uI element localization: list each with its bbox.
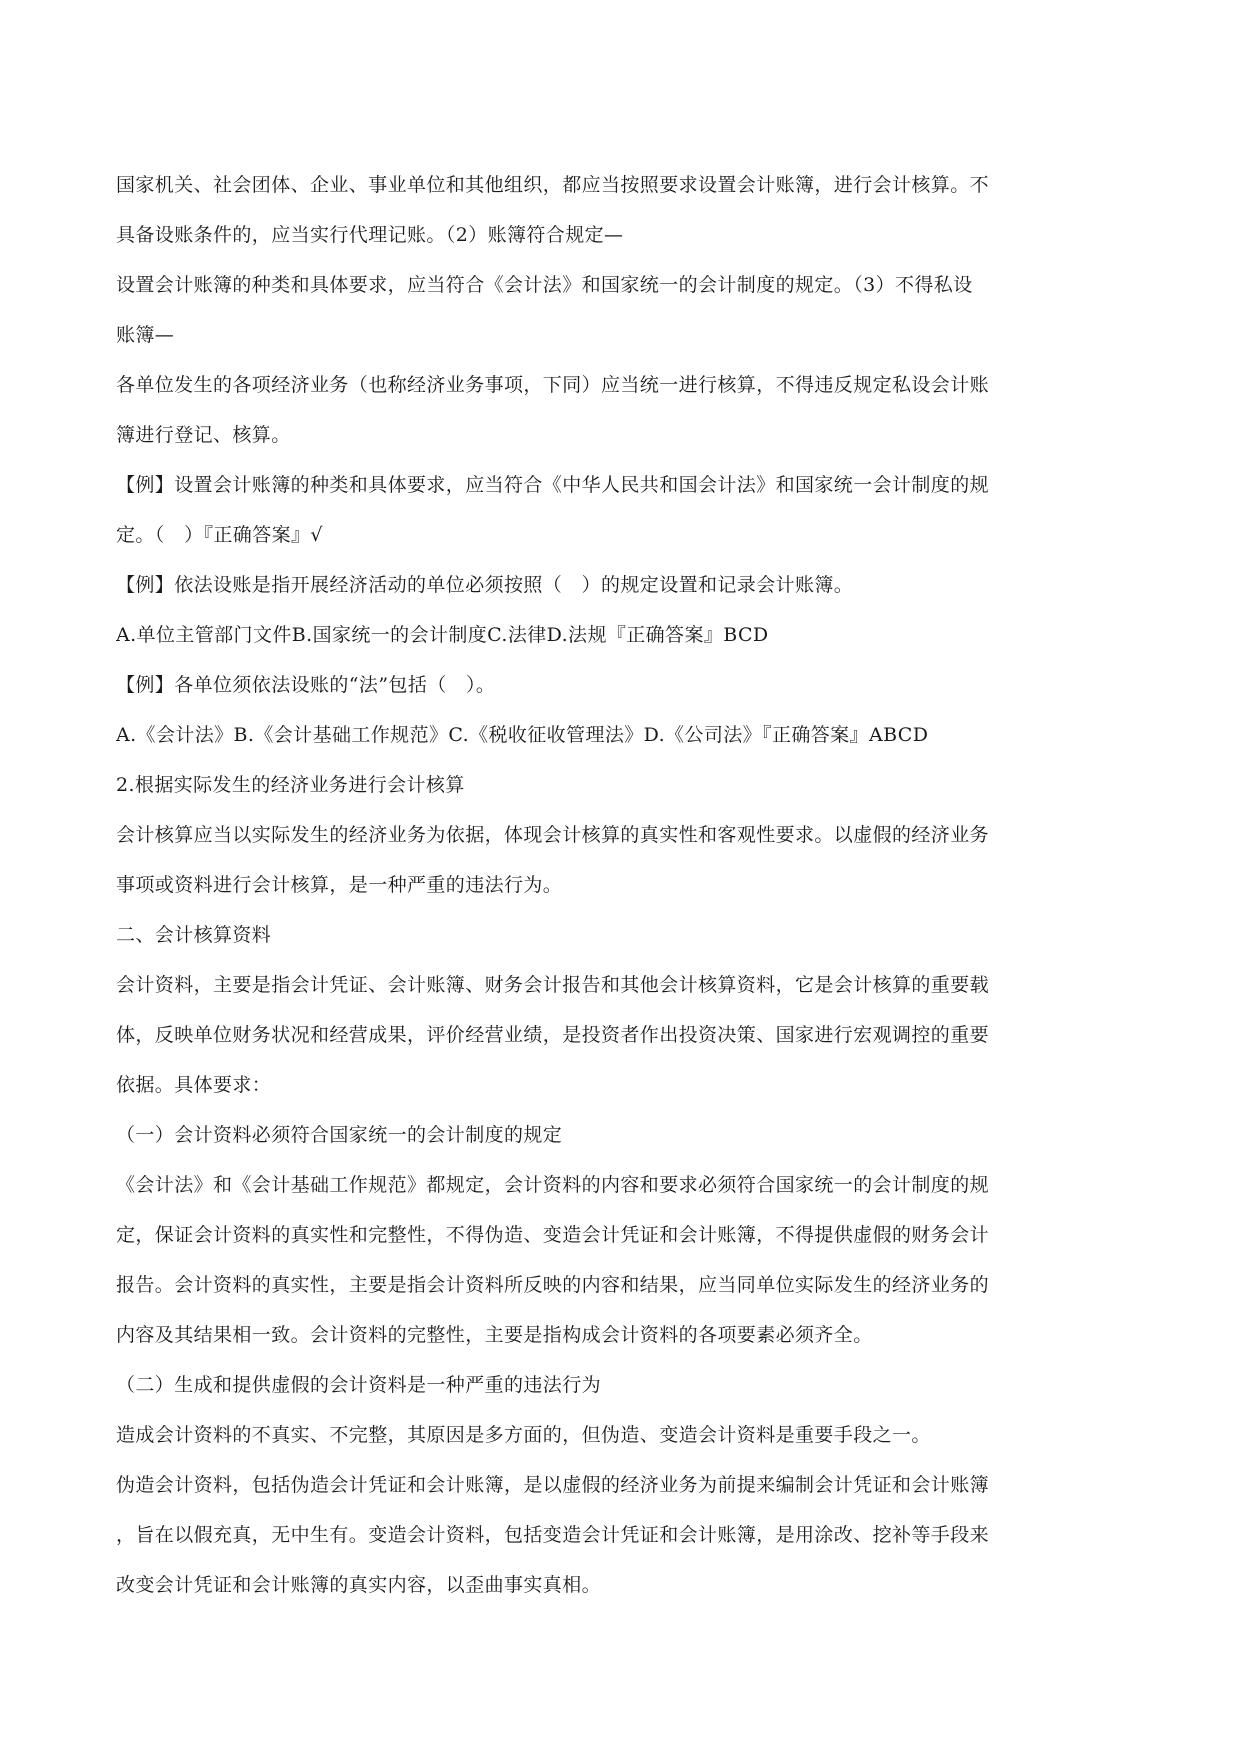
text-line: 事项或资料进行会计核算，是一种严重的违法行为。 bbox=[116, 874, 563, 896]
options-line: A.单位主管部门文件B.国家统一的会计制度C.法律D.法规『正确答案』BCD bbox=[116, 624, 769, 646]
text-line: 《会计法》和《会计基础工作规范》都规定，会计资料的内容和要求必须符合国家统一的会计制度的规 bbox=[116, 1174, 990, 1196]
text-line: 账簿— bbox=[116, 324, 175, 346]
example-line: 【例】依法设账是指开展经济活动的单位必须按照（ ）的规定设置和记录会计账簿。 bbox=[116, 574, 854, 596]
section-heading: 二、会计核算资料 bbox=[116, 924, 272, 946]
document-body bbox=[116, 160, 1102, 1610]
example-line: 【例】设置会计账簿的种类和具体要求，应当符合《中华人民共和国会计法》和国家统一会计制度的规 bbox=[116, 474, 990, 496]
example-line: 【例】各单位须依法设账的“法”包括（ ）。 bbox=[116, 674, 496, 696]
text-line: 设置会计账簿的种类和具体要求，应当符合《会计法》和国家统一的会计制度的规定。（3）不得私设 bbox=[116, 274, 973, 296]
text-line: 会计核算应当以实际发生的经济业务为依据，体现会计核算的真实性和客观性要求。以虚假的经济业务 bbox=[116, 824, 990, 846]
text-line: 各单位发生的各项经济业务（也称经济业务事项，下同）应当统一进行核算，不得违反规定私设会计账 bbox=[116, 374, 990, 396]
text-line: 内容及其结果相一致。会计资料的完整性，主要是指构成会计资料的各项要素必须齐全。 bbox=[116, 1324, 873, 1346]
text-line: 报告。会计资料的真实性，主要是指会计资料所反映的内容和结果，应当同单位实际发生的经济业务的 bbox=[116, 1274, 990, 1296]
subsection-heading: （二）生成和提供虚假的会计资料是一种严重的违法行为 bbox=[116, 1374, 602, 1396]
text-line: 具备设账条件的，应当实行代理记账。（2）账簿符合规定— bbox=[116, 224, 624, 246]
text-line: 伪造会计资料，包括伪造会计凭证和会计账簿，是以虚假的经济业务为前提来编制会计凭证和会计账簿 bbox=[116, 1474, 990, 1496]
text-line: 定，保证会计资料的真实性和完整性，不得伪造、变造会计凭证和会计账簿，不得提供虚假的财务会计 bbox=[116, 1224, 990, 1246]
options-line: A.《会计法》B.《会计基础工作规范》C.《税收征收管理法》D.《公司法》『正确答案』ABCD bbox=[116, 724, 929, 746]
text-line: 国家机关、社会团体、企业、事业单位和其他组织，都应当按照要求设置会计账簿，进行会计核算。不 bbox=[116, 174, 990, 196]
text-line: 改变会计凭证和会计账簿的真实内容，以歪曲事实真相。 bbox=[116, 1574, 602, 1596]
text-line: ，旨在以假充真，无中生有。变造会计资料，包括变造会计凭证和会计账簿，是用涂改、挖补等手段来 bbox=[116, 1524, 990, 1546]
text-line: 造成会计资料的不真实、不完整，其原因是多方面的，但伪造、变造会计资料是重要手段之一。 bbox=[116, 1424, 931, 1446]
subsection-heading: （一）会计资料必须符合国家统一的会计制度的规定 bbox=[116, 1124, 563, 1146]
text-line: 会计资料，主要是指会计凭证、会计账簿、财务会计报告和其他会计核算资料，它是会计核算的重要载 bbox=[116, 974, 990, 996]
section-heading: 2.根据实际发生的经济业务进行会计核算 bbox=[116, 774, 465, 796]
text-line: 簿进行登记、核算。 bbox=[116, 424, 291, 446]
text-line: 体，反映单位财务状况和经营成果，评价经营业绩，是投资者作出投资决策、国家进行宏观调控的重要 bbox=[116, 1024, 990, 1046]
answer-line: 定。（ ）『正确答案』√ bbox=[116, 524, 323, 546]
text-line: 依据。具体要求： bbox=[116, 1074, 272, 1096]
